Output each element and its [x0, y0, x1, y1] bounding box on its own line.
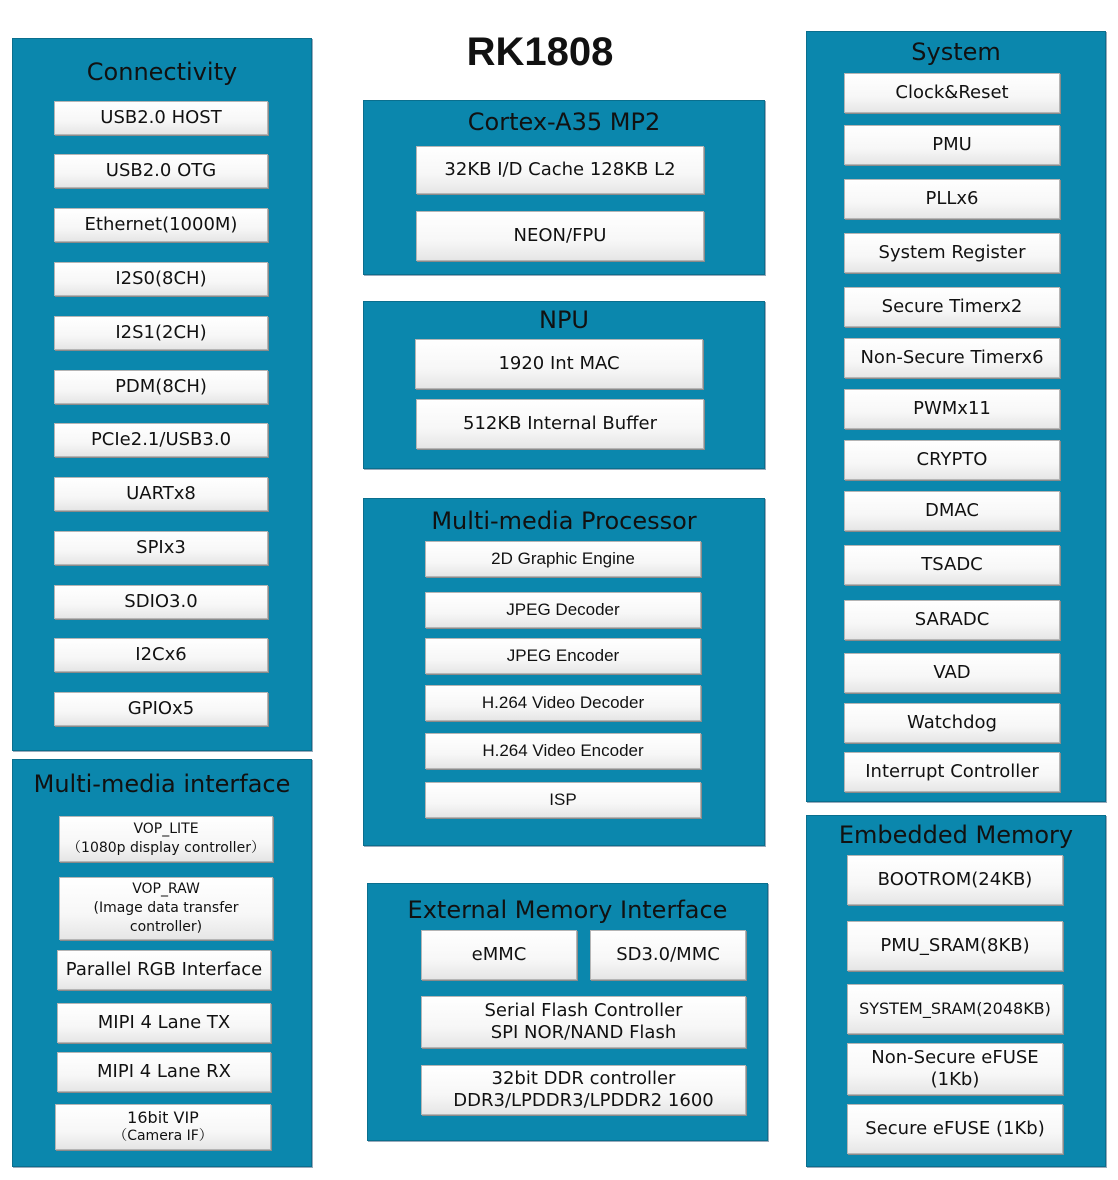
system-item: TSADC — [844, 545, 1060, 585]
nonsecure-efuse-size: (1Kb) — [930, 1069, 980, 1090]
mm-interface-item: Parallel RGB Interface — [57, 950, 271, 990]
cortex-panel — [363, 100, 765, 275]
connectivity-item: SPIx3 — [54, 531, 268, 565]
system-item: Watchdog — [844, 703, 1060, 743]
system-item: Secure Timerx2 — [844, 287, 1060, 327]
serial-flash-box — [421, 996, 746, 1048]
connectivity-item: PDM(8CH) — [54, 370, 268, 404]
sd-mmc-box: SD3.0/MMC — [590, 930, 746, 980]
vop-raw-name: VOP_RAW — [132, 881, 200, 897]
vop-lite-desc: （1080p display controller） — [67, 840, 265, 856]
npu-item: 512KB Internal Buffer — [416, 399, 704, 449]
npu-title: NPU — [539, 306, 589, 334]
mm-interface-item: MIPI 4 Lane RX — [57, 1052, 271, 1092]
mm-processor-item: ISP — [425, 782, 701, 818]
mm-processor-item: H.264 Video Decoder — [425, 685, 701, 721]
ddr-controller-title: 32bit DDR controller — [491, 1068, 676, 1089]
nonsecure-efuse-box — [847, 1043, 1063, 1095]
system-item: Interrupt Controller — [844, 752, 1060, 792]
emmc-box: eMMC — [421, 930, 577, 980]
embedded-memory-panel — [806, 815, 1106, 1167]
system-item: SARADC — [844, 600, 1060, 640]
system-item: VAD — [844, 653, 1060, 693]
system-item: CRYPTO — [844, 440, 1060, 480]
connectivity-item: I2S1(2CH) — [54, 316, 268, 350]
vip-desc: （Camera IF） — [113, 1128, 213, 1144]
nonsecure-efuse-title: Non-Secure eFUSE — [871, 1047, 1039, 1068]
embedded-memory-title: Embedded Memory — [838, 821, 1074, 849]
cortex-title: Cortex-A35 MP2 — [467, 108, 661, 136]
mm-processor-title: Multi-media Processor — [431, 507, 697, 535]
connectivity-item: PCIe2.1/USB3.0 — [54, 423, 268, 457]
system-item: DMAC — [844, 491, 1060, 531]
connectivity-item: USB2.0 OTG — [54, 154, 268, 188]
system-panel — [806, 31, 1106, 802]
mm-interface-item: MIPI 4 Lane TX — [57, 1003, 271, 1043]
serial-flash-title: Serial Flash Controller — [484, 1000, 683, 1021]
embedded-memory-item: PMU_SRAM(8KB) — [847, 921, 1063, 971]
system-item: System Register — [844, 233, 1060, 273]
system-title: System — [911, 38, 1001, 66]
embedded-memory-item: BOOTROM(24KB) — [847, 855, 1063, 905]
mm-interface-title: Multi-media interface — [33, 770, 291, 798]
mm-interface-panel — [12, 759, 312, 1167]
mm-processor-item: JPEG Encoder — [425, 638, 701, 674]
vop-lite-box — [59, 816, 273, 862]
npu-panel — [363, 301, 765, 469]
connectivity-item: USB2.0 HOST — [54, 101, 268, 135]
system-item: PMU — [844, 125, 1060, 165]
connectivity-item: Ethernet(1000M) — [54, 208, 268, 242]
system-item: PLLx6 — [844, 179, 1060, 219]
mm-processor-item: JPEG Decoder — [425, 592, 701, 628]
vop-lite-name: VOP_LITE — [133, 821, 199, 837]
ext-memory-title: External Memory Interface — [407, 896, 728, 924]
connectivity-item: I2S0(8CH) — [54, 262, 268, 296]
connectivity-title: Connectivity — [86, 58, 238, 86]
embedded-memory-item: SYSTEM_SRAM(2048KB) — [847, 984, 1063, 1034]
vop-raw-box — [59, 877, 273, 940]
vop-raw-desc-1: (Image data transfer — [93, 900, 239, 916]
ddr-controller-box — [421, 1065, 746, 1115]
mm-processor-item: 2D Graphic Engine — [425, 541, 701, 577]
vop-raw-desc-2: controller) — [129, 919, 203, 935]
vip-name: 16bit VIP — [127, 1108, 199, 1127]
mm-processor-panel — [363, 498, 765, 846]
connectivity-panel — [12, 38, 312, 751]
connectivity-item: GPIOx5 — [54, 692, 268, 726]
secure-efuse-box: Secure eFUSE (1Kb) — [847, 1104, 1063, 1154]
ddr-controller-desc: DDR3/LPDDR3/LPDDR2 1600 — [453, 1090, 714, 1111]
system-item: Clock&Reset — [844, 73, 1060, 113]
system-item: PWMx11 — [844, 389, 1060, 429]
cortex-item: 32KB I/D Cache 128KB L2 — [416, 146, 704, 194]
connectivity-item: UARTx8 — [54, 477, 268, 511]
cortex-item: NEON/FPU — [416, 211, 704, 261]
ext-memory-panel — [367, 883, 768, 1141]
diagram-title: RK1808 — [466, 30, 614, 74]
mm-processor-item: H.264 Video Encoder — [425, 733, 701, 769]
connectivity-item: I2Cx6 — [54, 638, 268, 672]
serial-flash-desc: SPI NOR/NAND Flash — [490, 1022, 677, 1043]
vip-box — [55, 1104, 271, 1150]
npu-item: 1920 Int MAC — [415, 339, 703, 389]
system-item: Non-Secure Timerx6 — [844, 338, 1060, 378]
connectivity-item: SDIO3.0 — [54, 585, 268, 619]
